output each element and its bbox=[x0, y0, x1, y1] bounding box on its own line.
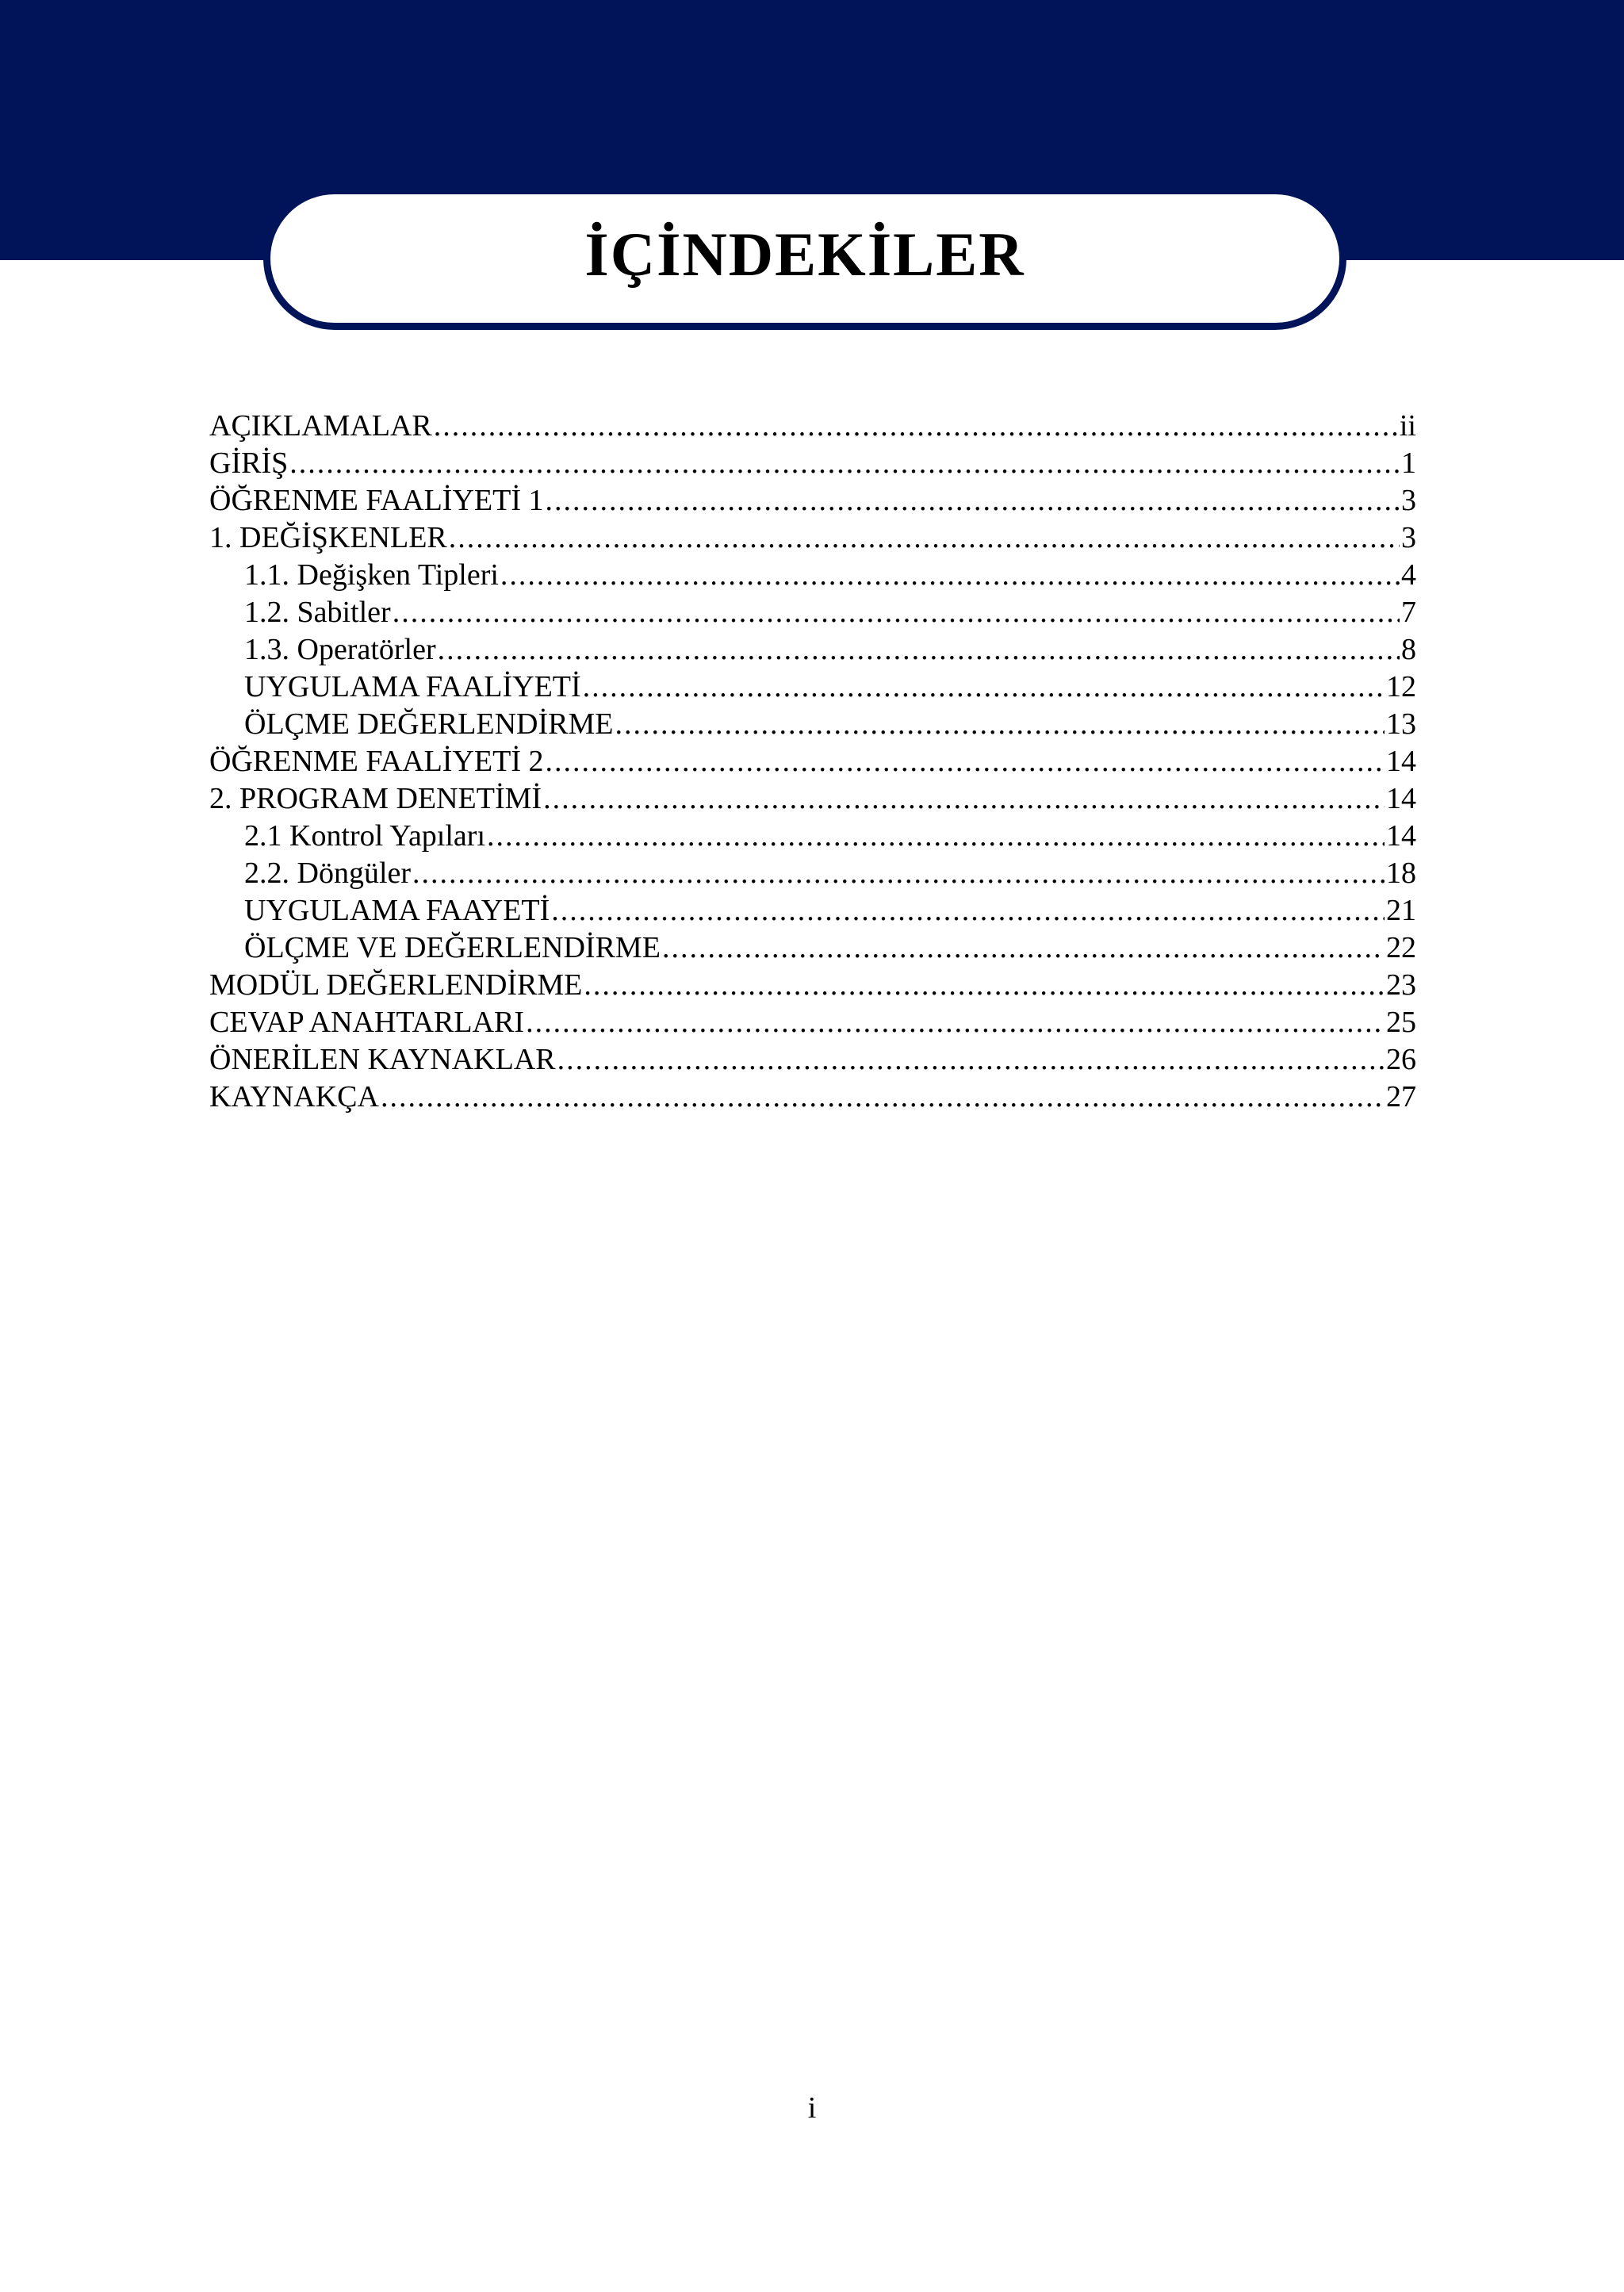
toc-entry-page: 27 bbox=[1386, 1080, 1416, 1113]
toc-entry-label: AÇIKLAMALAR bbox=[209, 409, 432, 443]
toc-entry[interactable] bbox=[209, 1004, 1416, 1041]
toc-entry-label: ÖĞRENME FAALİYETİ 2 bbox=[209, 745, 544, 778]
toc-entry-label: 2.2. Döngüler bbox=[244, 857, 412, 890]
toc-entry-label: 1. DEĞİŞKENLER bbox=[209, 521, 447, 554]
toc-entry-label: GİRİŞ bbox=[209, 447, 289, 480]
toc-entry[interactable] bbox=[209, 519, 1416, 557]
toc-dot-leader bbox=[543, 780, 1385, 818]
toc-entry[interactable] bbox=[209, 780, 1416, 818]
toc-dot-leader bbox=[615, 706, 1385, 743]
toc-entry-label: 1.3. Operatörler bbox=[244, 633, 436, 666]
toc-entry[interactable] bbox=[209, 892, 1416, 929]
toc-entry[interactable] bbox=[209, 967, 1416, 1004]
toc-dot-leader bbox=[289, 445, 1400, 482]
toc-entry-label: 1.1. Değişken Tipleri bbox=[244, 558, 499, 592]
toc-entry-page: 1 bbox=[1401, 447, 1416, 480]
toc-dot-leader bbox=[583, 669, 1385, 706]
toc-entry[interactable] bbox=[209, 594, 1416, 631]
toc-entry[interactable] bbox=[209, 706, 1416, 743]
table-of-contents bbox=[209, 408, 1416, 1116]
toc-entry-label: 1.2. Sabitler bbox=[244, 596, 391, 629]
toc-entry-label: KAYNAKÇA bbox=[209, 1080, 379, 1113]
toc-entry-label: ÖĞRENME FAALİYETİ 1 bbox=[209, 484, 544, 517]
toc-entry-page: 26 bbox=[1386, 1043, 1416, 1076]
toc-dot-leader bbox=[526, 1004, 1385, 1041]
toc-entry[interactable] bbox=[209, 1041, 1416, 1079]
toc-entry-page: 14 bbox=[1386, 819, 1416, 853]
toc-entry-label: ÖNERİLEN KAYNAKLAR bbox=[209, 1043, 556, 1076]
toc-dot-leader bbox=[662, 929, 1385, 967]
toc-entry-page: 14 bbox=[1386, 782, 1416, 815]
toc-entry-page: 22 bbox=[1386, 931, 1416, 964]
toc-entry-page: 25 bbox=[1386, 1006, 1416, 1039]
toc-entry-page: 3 bbox=[1401, 484, 1416, 517]
toc-entry-page: 4 bbox=[1401, 558, 1416, 592]
toc-dot-leader bbox=[434, 408, 1398, 445]
toc-dot-leader bbox=[557, 1041, 1385, 1079]
toc-entry[interactable] bbox=[209, 631, 1416, 669]
toc-entry[interactable] bbox=[209, 818, 1416, 855]
toc-entry-page: 18 bbox=[1386, 857, 1416, 890]
toc-entry[interactable] bbox=[209, 445, 1416, 482]
toc-entry-page: 23 bbox=[1386, 968, 1416, 1002]
toc-entry[interactable] bbox=[209, 1079, 1416, 1116]
page-title: İÇİNDEKİLER bbox=[584, 220, 1025, 289]
toc-dot-leader bbox=[381, 1079, 1385, 1116]
toc-entry[interactable] bbox=[209, 929, 1416, 967]
toc-entry-label: MODÜL DEĞERLENDİRME bbox=[209, 968, 583, 1002]
toc-entry-page: 14 bbox=[1386, 745, 1416, 778]
toc-entry-page: 12 bbox=[1386, 670, 1416, 703]
toc-entry[interactable] bbox=[209, 743, 1416, 780]
toc-entry[interactable] bbox=[209, 557, 1416, 594]
toc-dot-leader bbox=[584, 967, 1385, 1004]
toc-entry-page: 21 bbox=[1386, 894, 1416, 927]
toc-entry-label: ÖLÇME VE DEĞERLENDİRME bbox=[244, 931, 661, 964]
toc-entry[interactable] bbox=[209, 482, 1416, 519]
toc-dot-leader bbox=[551, 892, 1385, 929]
header-line-right bbox=[1348, 252, 1624, 260]
toc-dot-leader bbox=[487, 818, 1385, 855]
toc-entry-page: 7 bbox=[1401, 596, 1416, 629]
toc-dot-leader bbox=[545, 743, 1385, 780]
toc-dot-leader bbox=[438, 631, 1400, 669]
toc-entry-page: 13 bbox=[1386, 707, 1416, 741]
toc-entry-label: UYGULAMA FAAYETİ bbox=[244, 894, 550, 927]
page-number: i bbox=[807, 2091, 817, 2125]
toc-dot-leader bbox=[449, 519, 1400, 557]
toc-entry-page: 3 bbox=[1401, 521, 1416, 554]
toc-dot-leader bbox=[545, 482, 1400, 519]
toc-entry-label: CEVAP ANAHTARLARI bbox=[209, 1006, 525, 1039]
toc-entry-page: ii bbox=[1399, 409, 1416, 443]
toc-entry-label: UYGULAMA FAALİYETİ bbox=[244, 670, 581, 703]
toc-entry-page: 8 bbox=[1401, 633, 1416, 666]
toc-entry[interactable] bbox=[209, 669, 1416, 706]
toc-dot-leader bbox=[500, 557, 1400, 594]
toc-entry[interactable] bbox=[209, 408, 1416, 445]
toc-dot-leader bbox=[393, 594, 1400, 631]
header-line-left bbox=[0, 252, 270, 260]
toc-entry-label: 2.1 Kontrol Yapıları bbox=[244, 819, 485, 853]
toc-entry[interactable] bbox=[209, 855, 1416, 892]
toc-dot-leader bbox=[412, 855, 1385, 892]
toc-entry-label: ÖLÇME DEĞERLENDİRME bbox=[244, 707, 614, 741]
toc-entry-label: 2. PROGRAM DENETİMİ bbox=[209, 782, 542, 815]
